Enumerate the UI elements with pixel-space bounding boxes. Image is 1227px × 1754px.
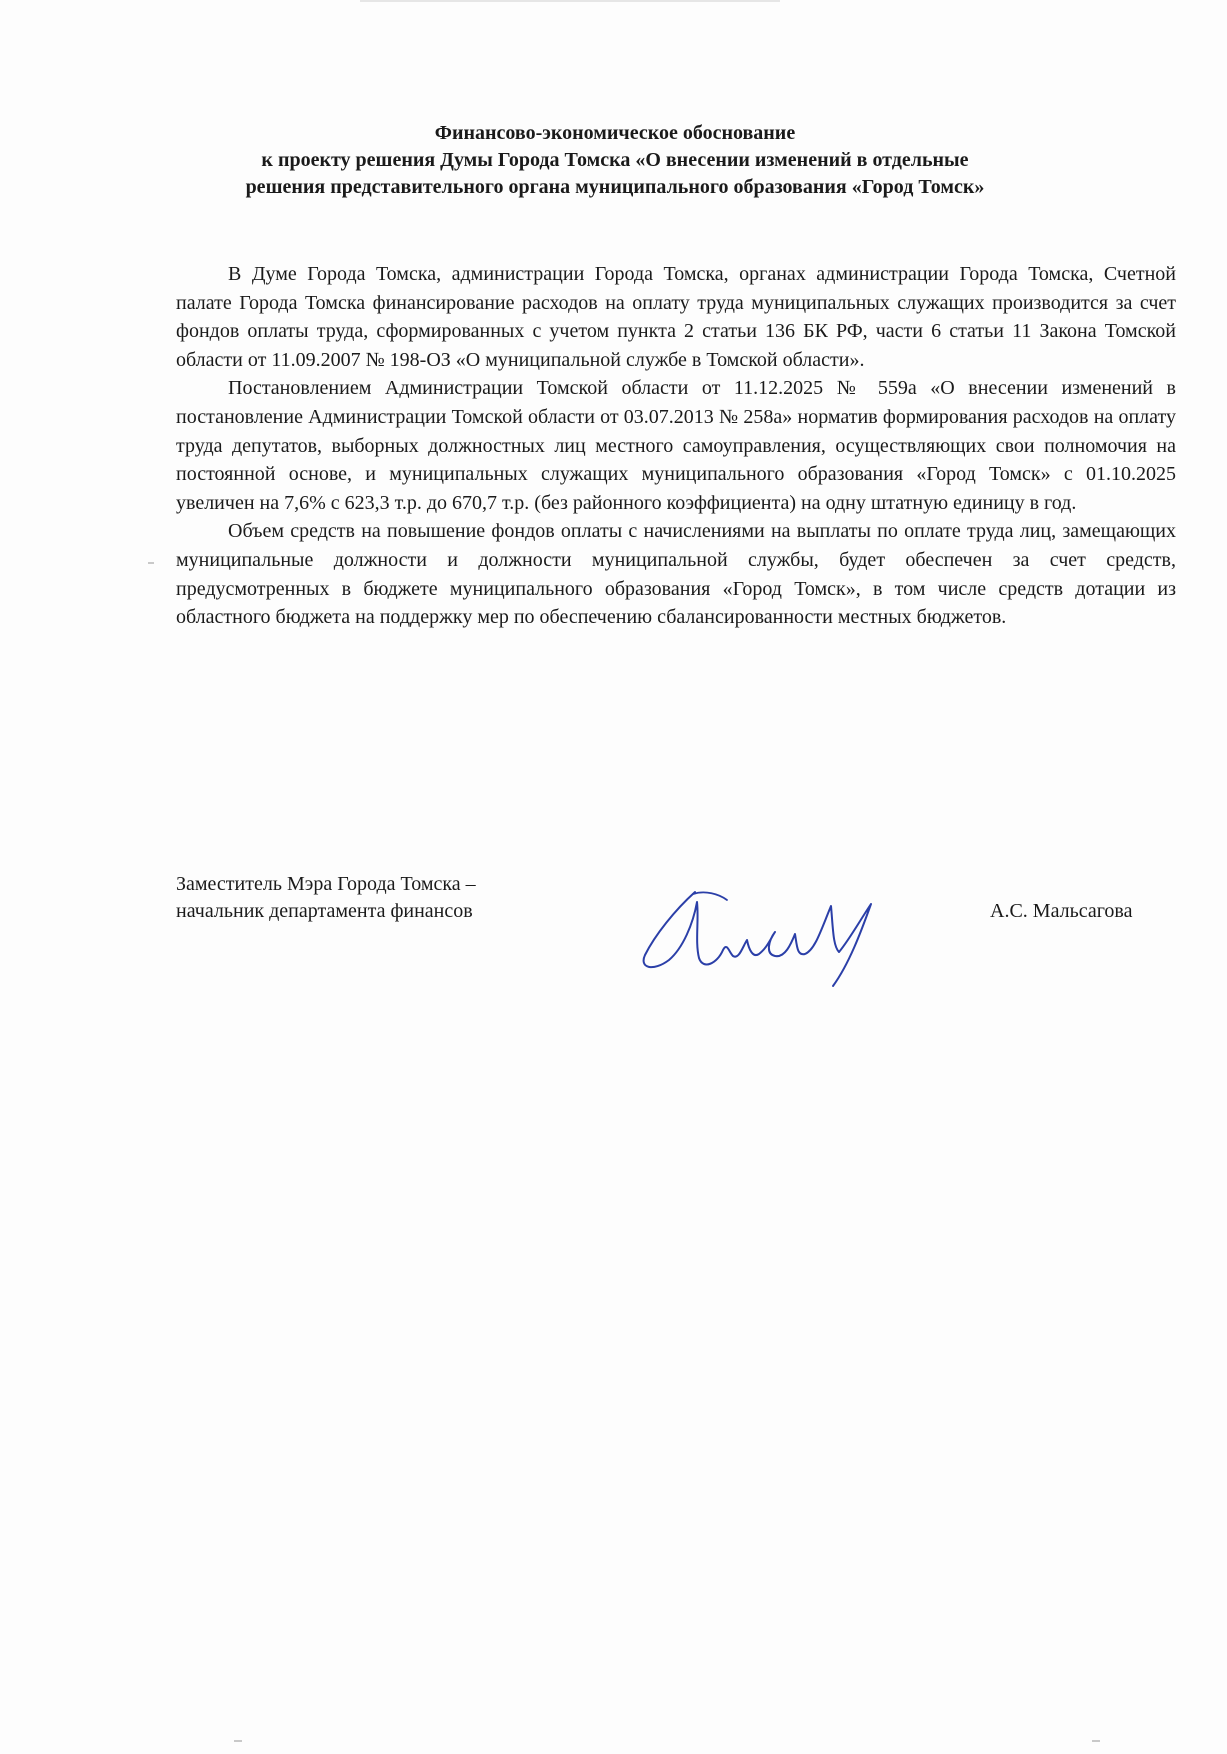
title-line-1: Финансово-экономическое обоснование bbox=[434, 122, 796, 144]
handwritten-signature bbox=[635, 880, 885, 990]
title-line-3: решения представительного органа муниципального образования «Город Томск» bbox=[245, 176, 985, 198]
scan-artifact-bottom-right bbox=[1092, 1740, 1100, 1742]
scan-artifact-top bbox=[360, 0, 780, 2]
paragraph-2: Постановлением Администрации Томской области от 11.12.2025 № 559а «О внесении изменений в постановление Администрации Томской области от 03.07.2013 № 258а» норматив формирования расходов на оплату труда депутатов, выборных должностных лиц местного самоуправления, осуществляющих свои полномочия на постоянной основе, и муниципальных служащих муниципального образования «Город Томск» с 01.10.2025 увеличен на 7,6% с 623,3 т.р. до 670,7 т.р. (без районного коэффициента) на одну штатную единицу в год. bbox=[176, 377, 1176, 514]
title-line-2: к проекту решения Думы Города Томска «О внесении изменений в отдельные bbox=[261, 149, 969, 171]
paragraph-3: Объем средств на повышение фондов оплаты с начислениями на выплаты по оплате труда лиц, замещающих муниципальные должности и должности муниципальной службы, будет обеспечен за счет средств, предусмотренных в бюджете муниципального образования «Город Томск», в том числе средств дотации из областного бюджета на поддержку мер по обеспечению сбалансированности местных бюджетов. bbox=[176, 520, 1176, 629]
signatory-position bbox=[176, 871, 476, 925]
scan-artifact-left bbox=[148, 562, 154, 564]
signatory-position-line-1: Заместитель Мэра Города Томска – bbox=[176, 873, 476, 895]
signatory-name: А.С. Мальсагова bbox=[990, 900, 1133, 922]
paragraph-1: В Думе Города Томска, администрации Города Томска, органах администрации Города Томска, Счетной палате Города Томска финансирование расходов на оплату труда муниципальных служащих производится за счет фондов оплаты труда, сформированных с учетом пункта 2 статьи 136 БК РФ, части 6 статьи 11 Закона Томской области от 11.09.2007 № 198-ОЗ «О муниципальной службе в Томской области». bbox=[176, 263, 1176, 371]
scan-artifact-bottom-left bbox=[234, 1740, 242, 1742]
document-title bbox=[140, 120, 1090, 201]
document-body bbox=[176, 260, 1176, 632]
signatory-position-line-2: начальник департамента финансов bbox=[176, 900, 473, 922]
